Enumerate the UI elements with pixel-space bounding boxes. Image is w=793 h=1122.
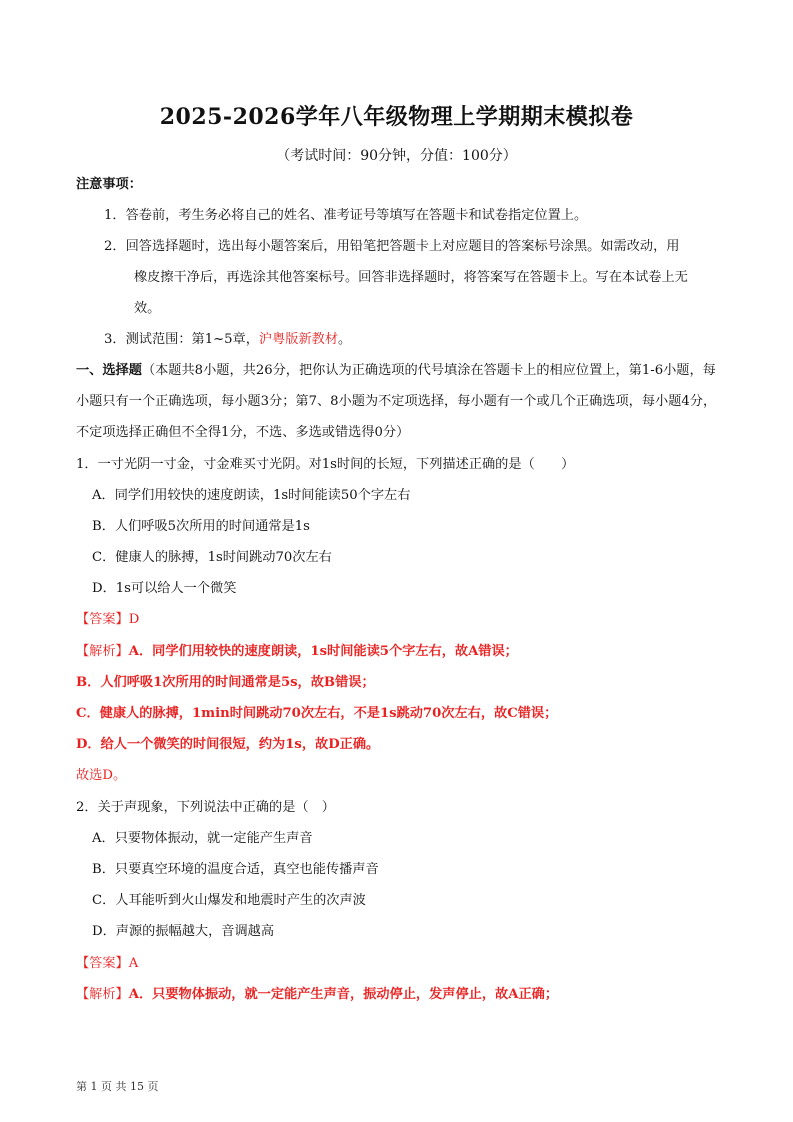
q2-stem: 2．关于声现象，下列说法中正确的是（ ） — [76, 800, 335, 815]
exam-info: （考试时间：90分钟，分值：100分） — [276, 148, 517, 164]
section1-desc-3: 不定项选择正确但不全得1分，不选、多选或错选得0分） — [76, 425, 410, 440]
q1-analysis-c: C．健康人的脉搏，1min时间跳动70次左右，不是1s跳动70次左右，故C错误； — [76, 706, 558, 721]
q2-analysis-1 — [76, 986, 558, 1004]
section1-line1 — [76, 362, 716, 380]
q1-option-b: B．人们呼吸5次所用的时间通常是1s — [92, 519, 310, 534]
note-3-scope: 沪粤版新教材 — [258, 332, 339, 347]
note-3 — [104, 331, 351, 349]
note-2-cont: 橡皮擦干净后，再选涂其他答案标号。回答非选择题时，将答案写在答题卡上。写在本试卷上无 — [134, 270, 688, 285]
section1-title: 一、选择题 — [76, 363, 142, 378]
note-3-prefix: 3．测试范围：第1~5章， — [104, 332, 259, 347]
note-1: 1．答卷前，考生务必将自己的姓名、准考证号等填写在答题卡和试卷指定位置上。 — [104, 208, 588, 223]
q1-analysis-b: B．人们呼吸1次所用的时间通常是5s，故B错误； — [76, 675, 375, 690]
q2-analysis-label: 【解析】 — [76, 987, 129, 1002]
note-2-end: 效。 — [134, 301, 161, 316]
q2-option-b: B．只要真空环境的温度合适，真空也能传播声音 — [92, 862, 379, 877]
page-title: 2025-2026学年八年级物理上学期期末模拟卷 — [159, 104, 634, 130]
q1-conclusion: 故选D。 — [76, 768, 127, 783]
q1-option-a: A．同学们用较快的速度朗读，1s时间能读50个字左右 — [92, 488, 411, 503]
q1-analysis-a: A．同学们用较快的速度朗读，1s时间能读5个字左右，故A错误； — [128, 644, 518, 659]
q1-option-d: D．1s可以给人一个微笑 — [92, 581, 237, 596]
notes-heading: 注意事项： — [76, 177, 142, 192]
q2-option-d: D．声源的振幅越大，音调越高 — [92, 924, 275, 939]
q2-analysis-a: A．只要物体振动，就一定能产生声音，振动停止，发声停止，故A正确； — [128, 987, 559, 1002]
q2-option-c: C．人耳能听到火山爆发和地震时产生的次声波 — [92, 893, 366, 908]
q2-option-a: A．只要物体振动，就一定能产生声音 — [92, 831, 313, 846]
section1-desc-1: （本题共8小题，共26分，把你认为正确选项的代号填涂在答题卡上的相应位置上，第1-6小题，每 — [141, 363, 716, 378]
q1-analysis-1 — [76, 643, 518, 661]
note-2: 2．回答选择题时，选出每小题答案后，用铅笔把答题卡上对应题目的答案标号涂黑。如需改动，用 — [104, 239, 680, 254]
q1-analysis-d: D．给人一个微笑的时间很短，约为1s，故D正确。 — [76, 737, 380, 752]
note-3-suffix: 。 — [338, 332, 352, 347]
q1-stem: 1．一寸光阴一寸金，寸金难买寸光阴。对1s时间的长短，下列描述正确的是（ ） — [76, 457, 575, 472]
section1-desc-2: 小题只有一个正确选项，每小题3分；第7、8小题为不定项选择，每小题有一个或几个正确选项，每小题4分， — [76, 394, 717, 409]
q2-answer: 【答案】A — [76, 956, 139, 971]
q1-analysis-label: 【解析】 — [76, 644, 129, 659]
q1-option-c: C．健康人的脉搏，1s时间跳动70次左右 — [92, 550, 332, 565]
q1-answer: 【答案】D — [76, 612, 140, 627]
page-footer: 第 1 页 共 15 页 — [76, 1080, 159, 1093]
